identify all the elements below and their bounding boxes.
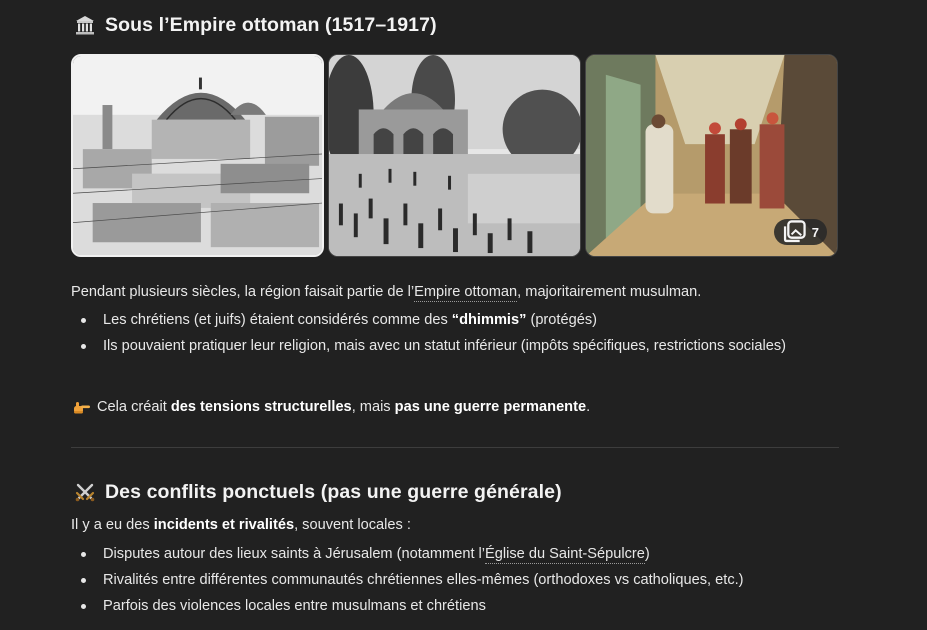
note-text-start: Cela créait: [97, 399, 171, 415]
list-item-text: Parfois des violences locales entre musulmans et chrétiens: [103, 598, 486, 614]
list-item: [71, 333, 831, 359]
section-title-conflicts: [74, 478, 562, 506]
link-empire-ottoman[interactable]: Empire ottoman: [414, 284, 518, 300]
gallery-image-mosque-crowd[interactable]: [328, 54, 581, 257]
lead-bold: incidents et rivalités: [153, 517, 295, 533]
list-item: [71, 541, 831, 567]
conflicts-lead-paragraph: [71, 512, 411, 538]
list-item: [71, 307, 831, 333]
classical-building-icon: [74, 14, 96, 36]
list-item: [71, 567, 831, 593]
pointing-hand-icon: [73, 399, 91, 415]
note-line: [73, 394, 590, 420]
link-eglise-saint-sepulcre[interactable]: Église du Saint-Sépulcre: [485, 546, 645, 562]
note-text-end: .: [586, 399, 591, 415]
list-item-text: Rivalités entre différentes communautés chrétiennes elles-mêmes (orthodoxes vs catholiques, etc.): [103, 572, 744, 588]
images-stack-icon: [781, 219, 807, 245]
intro-text-end: , majoritairement musulman.: [517, 284, 702, 300]
bullet-list-status: [71, 307, 831, 359]
list-item: [71, 593, 831, 619]
gallery-image-old-city-street[interactable]: [585, 54, 838, 257]
gallery-image-dome-engraving[interactable]: [71, 54, 324, 257]
lead-text-end: , souvent locales :: [294, 517, 411, 533]
bullet-list-conflicts: [71, 541, 831, 619]
list-item-bold: “dhimmis”: [451, 312, 527, 328]
section-title-text: Sous l’Empire ottoman (1517–1917): [105, 13, 437, 36]
list-item-text: Les chrétiens (et juifs) étaient considérés comme des: [103, 312, 452, 328]
note-bold-1: des tensions structurelles: [170, 399, 352, 415]
section-title-ottoman-empire: [74, 12, 437, 38]
section-title-text: Des conflits ponctuels (pas une guerre générale): [105, 480, 562, 503]
list-item-text: Ils pouvaient pratiquer leur religion, mais avec un statut inférieur (impôts spécifiques, restrictions sociales): [103, 338, 786, 354]
list-item-text-end: ): [644, 546, 650, 562]
note-text: [97, 394, 590, 420]
note-bold-2: pas une guerre permanente: [394, 399, 587, 415]
intro-paragraph: [71, 279, 701, 305]
more-images-count: 7: [811, 224, 819, 240]
section-divider: [71, 447, 839, 448]
note-text-middle: , mais: [351, 399, 395, 415]
crossed-swords-icon: [74, 481, 96, 503]
list-item-text: Disputes autour des lieux saints à Jérusalem (notamment l’: [103, 546, 486, 562]
more-images-badge[interactable]: [774, 219, 827, 245]
image-gallery: [71, 54, 839, 257]
intro-text: Pendant plusieurs siècles, la région faisait partie de l’: [71, 284, 415, 300]
lead-text: Il y a eu des: [71, 517, 154, 533]
list-item-text-end: (protégés): [526, 312, 597, 328]
